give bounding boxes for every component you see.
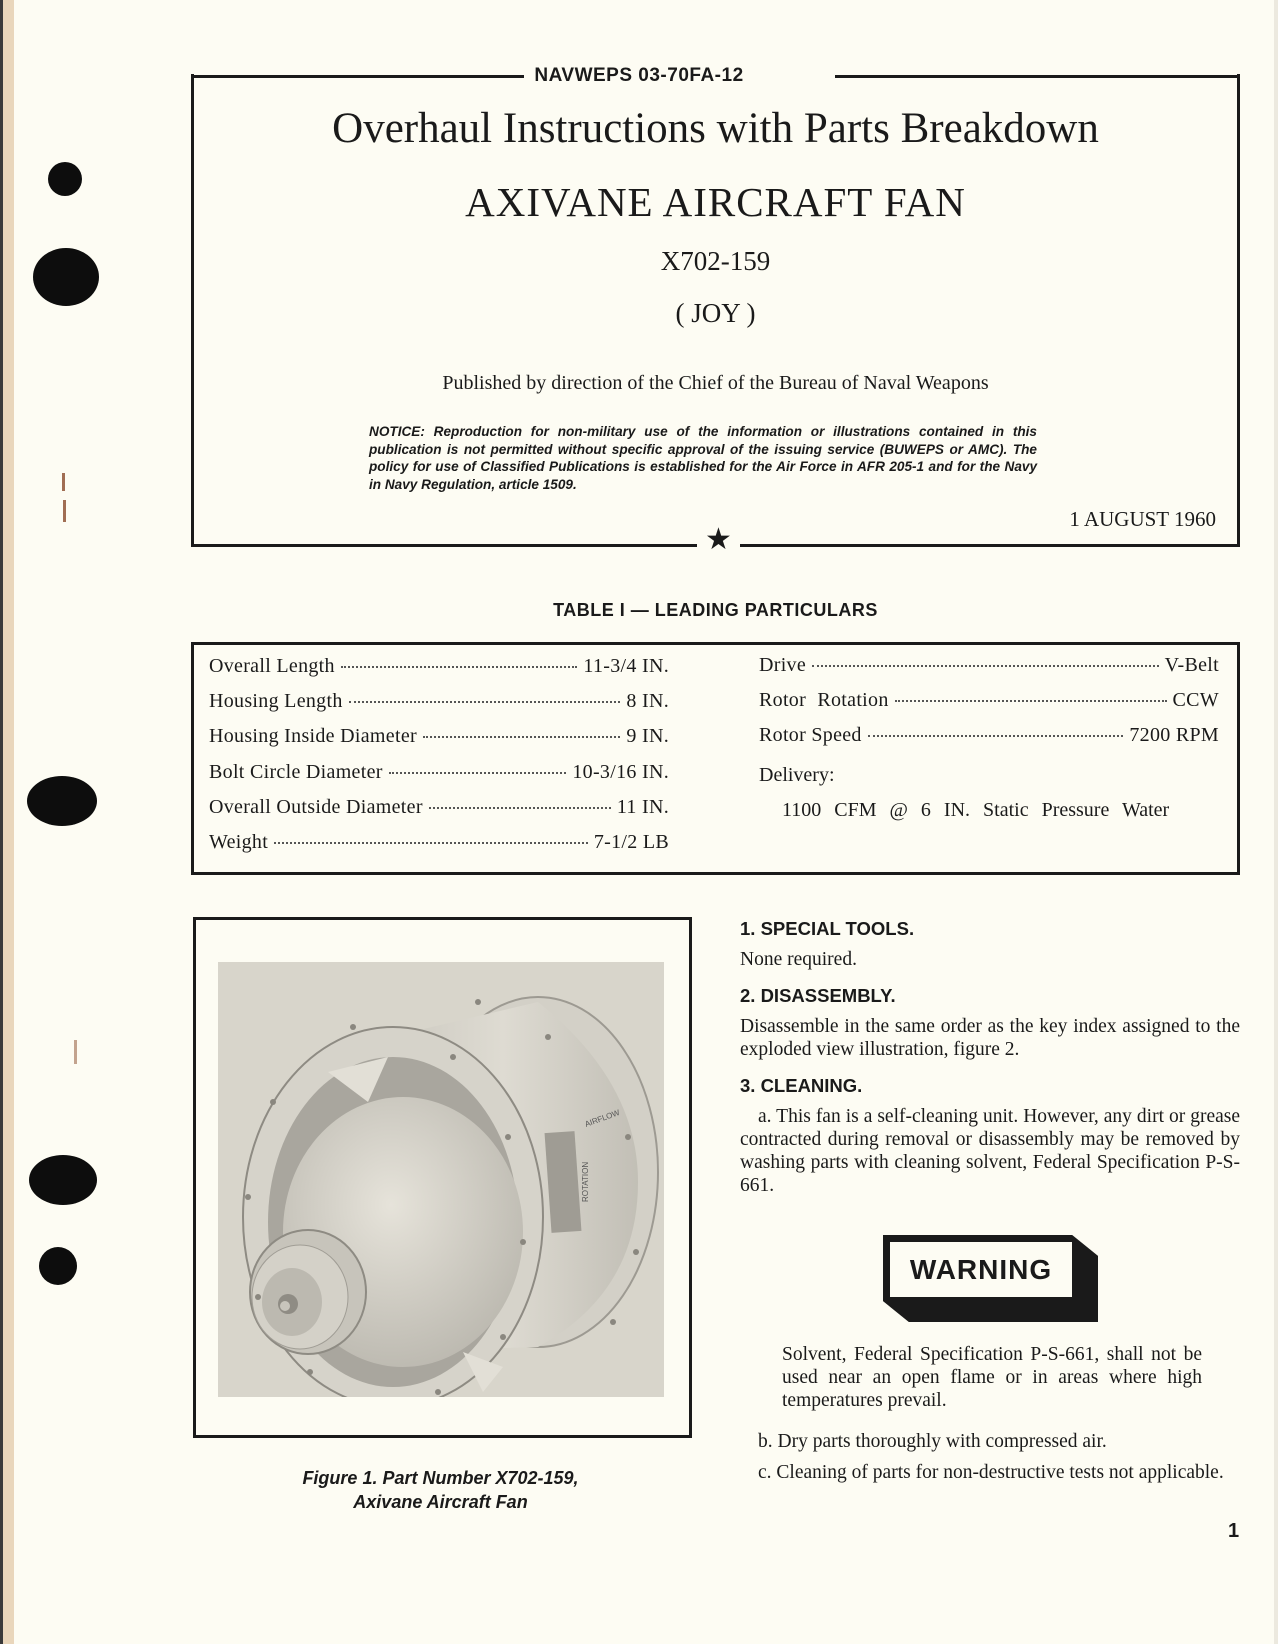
dot-leader <box>812 665 1159 667</box>
star-icon: ★ <box>697 525 740 555</box>
spec-label: Housing Inside Diameter <box>209 725 417 747</box>
disassembly-text: Disassemble in the same order as the key index assigned to the exploded view illustration, figure 2. <box>740 1016 1240 1060</box>
document-subtitle: AXIVANE AIRCRAFT FAN <box>465 179 966 225</box>
spec-row <box>759 724 1219 747</box>
table-title: TABLE I — LEADING PARTICULARS <box>553 600 878 620</box>
spec-label: Overall Outside Diameter <box>209 796 423 818</box>
spec-row <box>759 654 1219 677</box>
spec-label: Rotor Speed <box>759 724 862 746</box>
spec-row <box>209 655 669 678</box>
part-number: X702-159 <box>660 246 771 276</box>
spec-label: Weight <box>209 831 269 853</box>
spec-label: Overall Length <box>209 655 335 677</box>
spec-value: 11-3/4 IN. <box>583 655 669 677</box>
delivery-value: 1100 CFM @ 6 IN. Static Pressure Water <box>782 799 1170 821</box>
spec-value: 8 IN. <box>626 690 669 712</box>
spec-value: 11 IN. <box>616 796 669 818</box>
warning-label: WARNING <box>890 1242 1072 1297</box>
spec-row <box>209 690 669 713</box>
document-title: Overhaul Instructions with Parts Breakdown <box>332 105 1099 152</box>
spec-row <box>209 796 669 819</box>
spec-value: 9 IN. <box>626 725 669 747</box>
caption-line-1: Figure 1. Part Number X702-159, <box>302 1468 579 1488</box>
spec-label: Drive <box>759 654 807 676</box>
section-heading-cleaning: 3. CLEANING. <box>740 1075 863 1096</box>
dot-leader <box>895 700 1167 702</box>
page-edge-right <box>1274 0 1278 1644</box>
binder-hole <box>27 776 97 826</box>
cleaning-step-b: b. Dry parts thoroughly with compressed air. <box>758 1431 1107 1452</box>
spec-row <box>209 725 669 748</box>
paper-stain <box>63 500 66 522</box>
binder-hole <box>29 1155 97 1205</box>
spec-label: Bolt Circle Diameter <box>209 761 383 783</box>
dot-leader <box>868 735 1124 737</box>
figure-caption <box>191 1466 690 1514</box>
dot-leader <box>274 842 588 844</box>
binder-hole <box>39 1247 77 1285</box>
section-heading-special-tools: 1. SPECIAL TOOLS. <box>740 918 915 939</box>
spec-row <box>759 689 1219 712</box>
cleaning-step-c: c. Cleaning of parts for non-destructive tests not applicable. <box>758 1462 1224 1483</box>
special-tools-text: None required. <box>740 949 857 970</box>
spec-row <box>209 761 669 784</box>
dot-leader <box>389 772 567 774</box>
dot-leader <box>423 736 620 738</box>
spec-label: Housing Length <box>209 690 343 712</box>
page-edge-left <box>0 0 14 1644</box>
spec-value: 7-1/2 LB <box>593 831 669 853</box>
dot-leader <box>429 807 611 809</box>
fan-photo <box>218 962 664 1397</box>
cleaning-step-a: a. This fan is a self-cleaning unit. However, any dirt or grease contracted during removal or disassembly may be removed by washing parts with cleaning solvent, Federal Specification P-S-661. <box>740 1106 1240 1196</box>
rotation-label: ROTATION <box>581 1161 590 1202</box>
page-number: 1 <box>1228 1520 1240 1542</box>
spec-value: V-Belt <box>1164 654 1219 676</box>
manufacturer: ( JOY ) <box>675 298 756 328</box>
spec-row <box>209 831 669 854</box>
document-number: NAVWEPS 03-70FA-12 <box>0 65 1278 87</box>
binder-hole <box>33 248 99 306</box>
airflow-label: AIRFLOW <box>583 1107 621 1129</box>
spec-label: Rotor Rotation <box>759 689 889 711</box>
section-heading-disassembly: 2. DISASSEMBLY. <box>740 985 896 1006</box>
warning-text: Solvent, Federal Specification P-S-661, shall not be used near an open flame or in areas where high temperatures prevail. <box>782 1344 1202 1411</box>
spec-value: CCW <box>1172 689 1219 711</box>
delivery-label: Delivery: <box>759 764 835 786</box>
dot-leader <box>349 701 621 703</box>
spec-value: 10-3/16 IN. <box>572 761 669 783</box>
published-by: Published by direction of the Chief of the Bureau of Naval Weapons <box>442 372 989 394</box>
dot-leader <box>341 666 578 668</box>
axivane-fan-illustration <box>218 962 664 1397</box>
spec-value: 7200 RPM <box>1129 724 1219 746</box>
paper-stain <box>62 473 65 491</box>
reproduction-notice: NOTICE: Reproduction for non-military use of the information or illustrations contained in this publication is not permitted without specific approval of the issuing service (BUWEPS or AMC). The policy for use of Classified Publications is established for the Air Force in AFR 205-1 and for the Navy in Navy Regulation, article 1509. <box>369 424 1037 492</box>
publication-date: 1 AUGUST 1960 <box>1069 507 1216 531</box>
warning-callout <box>883 1235 1098 1322</box>
caption-line-2: Axivane Aircraft Fan <box>353 1492 528 1512</box>
binder-hole <box>48 162 82 196</box>
paper-stain <box>74 1040 77 1064</box>
